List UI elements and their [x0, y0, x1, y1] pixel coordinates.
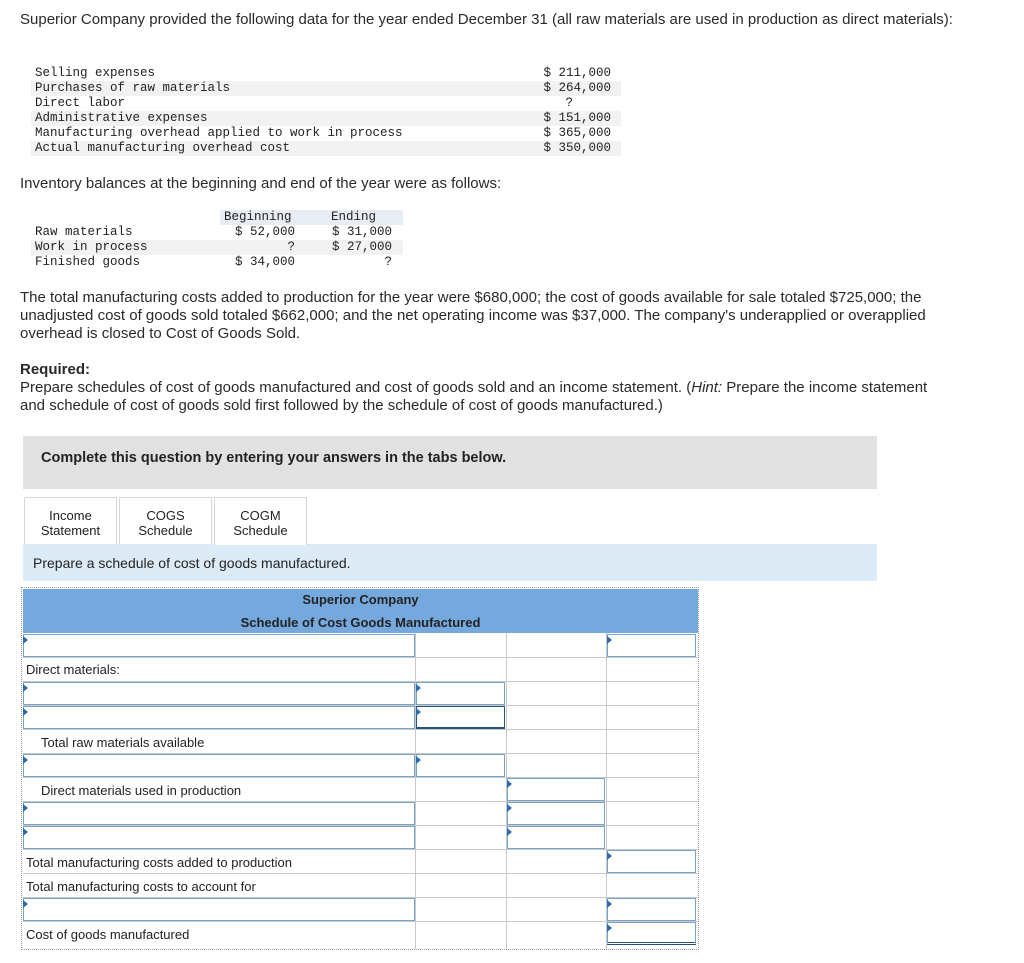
tab-label: COGS [146, 508, 185, 523]
table-row [31, 126, 621, 141]
instructions-banner [23, 436, 877, 489]
row-value: $ 151,000 [543, 111, 611, 125]
input-marker-icon [607, 900, 612, 908]
row-value: $ 264,000 [543, 81, 611, 95]
tab-label: COGM [240, 508, 281, 523]
ending-value: ? [384, 255, 392, 269]
table-row [31, 255, 403, 270]
label-input[interactable] [23, 802, 415, 825]
inventory-intro: Inventory balances at the beginning and end of the year were as follows: [20, 175, 502, 192]
table-row [31, 81, 621, 96]
header-beginning: Beginning [224, 210, 292, 224]
amount-input[interactable] [607, 922, 696, 945]
beginning-value: ? [287, 240, 295, 254]
row-label: Raw materials [35, 225, 133, 239]
table-row [31, 141, 621, 156]
label-input[interactable] [23, 826, 415, 849]
intro-text: Superior Company provided the following data for the year ended December 31 (all raw materials are used in production as direct materials): [20, 11, 953, 28]
row-label: Finished goods [35, 255, 141, 269]
ending-value: $ 27,000 [331, 240, 392, 254]
label-input[interactable] [23, 898, 415, 921]
tab-cogs-schedule[interactable] [119, 497, 212, 545]
input-marker-icon [507, 828, 512, 836]
amount-input[interactable] [507, 778, 605, 801]
instruction-text: Prepare a schedule of cost of goods manufactured. [33, 555, 351, 571]
required-text [20, 379, 940, 415]
input-marker-icon [416, 708, 421, 716]
worksheet-header [23, 589, 698, 633]
required-text-end: Prepare the income statement and schedule of cost of goods sold first followed by the schedule of cost of goods manufactured.) [20, 379, 928, 414]
amount-input[interactable] [507, 802, 605, 825]
table-row [31, 240, 403, 255]
table-row [31, 111, 621, 126]
amount-input[interactable] [607, 898, 696, 921]
row-label: Manufacturing overhead applied to work in process [35, 126, 403, 140]
input-marker-icon [607, 924, 612, 932]
required-text-start: Prepare schedules of cost of goods manufactured and cost of goods sold and an income statement. ( [20, 379, 692, 396]
tab-income-statement[interactable] [24, 497, 117, 545]
ending-value: $ 31,000 [331, 225, 392, 239]
input-marker-icon [607, 636, 612, 644]
row-divider [23, 921, 698, 922]
row-label: Work in process [35, 240, 148, 254]
amount-input[interactable] [416, 682, 505, 705]
amount-input[interactable] [416, 706, 505, 729]
row-label: Administrative expenses [35, 111, 208, 125]
total-raw-materials-label: Total raw materials available [41, 735, 205, 750]
label-input[interactable] [23, 682, 415, 705]
direct-materials-label: Direct materials: [26, 662, 120, 677]
table-row [31, 96, 621, 111]
beginning-value: $ 52,000 [234, 225, 295, 239]
input-marker-icon [23, 900, 28, 908]
total-to-account-label: Total manufacturing costs to account for [26, 879, 256, 894]
tab-label: Income [49, 508, 92, 523]
tab-label: Schedule [138, 523, 193, 538]
row-label: Selling expenses [35, 66, 156, 80]
tab-cogm-schedule[interactable] [214, 497, 307, 545]
amount-input[interactable] [507, 826, 605, 849]
input-marker-icon [507, 804, 512, 812]
label-input[interactable] [23, 706, 415, 729]
row-divider [23, 873, 698, 874]
input-marker-icon [23, 756, 28, 764]
header-ending: Ending [331, 210, 377, 224]
hint-label: Hint: [691, 379, 723, 396]
label-input[interactable] [23, 634, 415, 657]
input-marker-icon [416, 756, 421, 764]
tab-label: Schedule [233, 523, 288, 538]
inventory-header-row [220, 210, 403, 225]
row-label: Purchases of raw materials [35, 81, 231, 95]
row-value: ? [565, 96, 573, 110]
schedule-title: Schedule of Cost Goods Manufactured [240, 615, 481, 630]
amount-input[interactable] [607, 850, 696, 873]
label-input[interactable] [23, 754, 415, 777]
row-label: Actual manufacturing overhead cost [35, 141, 291, 155]
amount-input[interactable] [607, 634, 696, 657]
amount-input[interactable] [416, 754, 505, 777]
required-heading: Required: [20, 361, 91, 378]
row-label: Direct labor [35, 96, 126, 110]
cogm-label: Cost of goods manufactured [26, 927, 190, 942]
input-marker-icon [416, 684, 421, 692]
instruction-bar [23, 544, 877, 581]
input-marker-icon [23, 828, 28, 836]
input-marker-icon [507, 780, 512, 788]
row-divider [23, 657, 698, 658]
dm-used-label: Direct materials used in production [41, 783, 242, 798]
row-value: $ 350,000 [543, 141, 611, 155]
input-marker-icon [23, 684, 28, 692]
tab-label: Statement [40, 523, 101, 538]
company-name: Superior Company [302, 592, 419, 607]
row-value: $ 211,000 [543, 66, 611, 80]
input-marker-icon [23, 636, 28, 644]
table-row [31, 66, 621, 81]
table-row [31, 225, 403, 240]
totals-paragraph: The total manufacturing costs added to production for the year were $680,000; the cost of goods available for sale totaled $725,000; the unadjusted cost of goods sold totaled $662,000; and the net operating income was $37,000. The company's underapplied or overapplied overhead is closed to Cost of Goods Sold. [20, 289, 926, 342]
input-marker-icon [607, 852, 612, 860]
row-divider [23, 849, 698, 850]
total-added-label: Total manufacturing costs added to production [26, 855, 292, 870]
input-marker-icon [23, 708, 28, 716]
beginning-value: $ 34,000 [234, 255, 295, 269]
input-marker-icon [23, 804, 28, 812]
row-value: $ 365,000 [543, 126, 611, 140]
row-divider [23, 729, 698, 730]
banner-text: Complete this question by entering your answers in the tabs below. [41, 450, 507, 466]
